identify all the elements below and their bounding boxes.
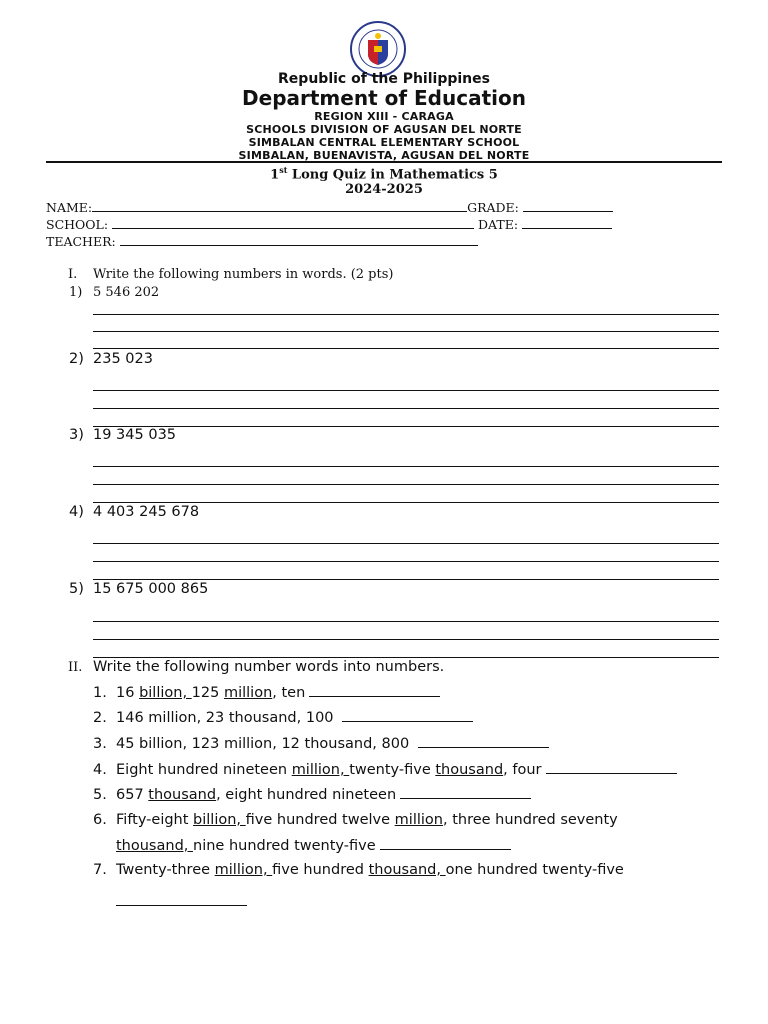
part1-item-value: 15 675 000 865	[93, 581, 209, 597]
part1-item-number: 3)	[69, 427, 84, 443]
part1-roman: I.	[68, 267, 78, 282]
part1-item-number: 5)	[69, 581, 84, 597]
answer-line[interactable]	[93, 484, 719, 485]
answer-blank[interactable]	[116, 905, 247, 906]
part2-instruction: Write the following number words into numbers.	[93, 659, 445, 675]
part1-instruction: Write the following numbers in words. (2 pts)	[93, 267, 394, 282]
part2-heading	[68, 658, 444, 676]
address-line: SIMBALAN, BUENAVISTA, AGUSAN DEL NORTE	[238, 149, 530, 162]
part1-item-1	[69, 285, 159, 300]
school-field[interactable]	[46, 217, 612, 232]
part2-item-7	[93, 862, 624, 878]
part1-item-value: 5 546 202	[93, 285, 160, 300]
teacher-blank[interactable]	[120, 234, 478, 246]
underlined-word: million,	[291, 762, 350, 778]
item-text: 125	[191, 685, 224, 701]
answer-line[interactable]	[93, 390, 719, 391]
underlined-word: thousand,	[368, 862, 446, 878]
school-label: SCHOOL:	[46, 217, 109, 232]
item-text: , three hundred seventy	[442, 812, 618, 828]
item-text: twenty-five	[349, 762, 436, 778]
part2-item-6-continued	[116, 837, 511, 854]
grade-label: GRADE:	[467, 200, 519, 215]
item-text: five hundred	[272, 862, 369, 878]
answer-line[interactable]	[93, 408, 719, 409]
item-text: 146 million, 23 thousand, 100	[116, 710, 334, 726]
answer-blank[interactable]	[309, 684, 440, 697]
answer-line[interactable]	[93, 502, 719, 503]
item-text: nine hundred twenty-five	[193, 838, 376, 854]
deped-seal	[349, 20, 407, 78]
item-text: 657	[116, 787, 149, 803]
item-text: 16	[116, 685, 140, 701]
underlined-word: billion,	[139, 685, 192, 701]
part2-item-number: 7.	[93, 862, 107, 878]
quiz-ordinal: 1	[270, 167, 280, 183]
quiz-title	[0, 165, 768, 182]
part1-item-number: 4)	[69, 504, 84, 520]
item-text: , four	[503, 762, 542, 778]
part1-item-value: 19 345 035	[93, 427, 177, 443]
answer-blank[interactable]	[400, 786, 531, 799]
part2-item-6	[93, 812, 618, 828]
item-text: 45 billion, 123 million, 12 thousand, 800	[116, 736, 410, 752]
part2-item-number: 6.	[93, 812, 107, 828]
part1-item-4	[69, 504, 199, 520]
part2-item-number: 5.	[93, 787, 107, 803]
region-line: REGION XIII - CARAGA	[314, 110, 454, 123]
part2-item-number: 2.	[93, 710, 107, 726]
item-text: Twenty-three	[116, 862, 215, 878]
school-line: SIMBALAN CENTRAL ELEMENTARY SCHOOL	[248, 136, 520, 149]
answer-blank[interactable]	[342, 709, 473, 722]
part1-heading	[68, 267, 393, 282]
part2-item-2	[93, 709, 473, 726]
answer-line[interactable]	[93, 348, 719, 349]
republic-line: Republic of the Philippines	[278, 71, 490, 87]
department-title: Department of Education	[242, 86, 526, 110]
item-text: , eight hundred nineteen	[216, 787, 397, 803]
part2-roman: II.	[68, 660, 83, 675]
school-year: 2024-2025	[345, 182, 423, 197]
part1-item-2	[69, 351, 153, 367]
item-text: one hundred twenty-five	[445, 862, 624, 878]
answer-blank[interactable]	[546, 761, 677, 774]
part1-item-value: 235 023	[93, 351, 153, 367]
name-blank[interactable]	[92, 200, 467, 212]
underlined-word: thousand	[148, 787, 217, 803]
underlined-word: thousand	[435, 762, 504, 778]
answer-line[interactable]	[93, 639, 719, 640]
part1-item-number: 2)	[69, 351, 84, 367]
underlined-word: billion,	[193, 812, 246, 828]
underlined-word: million,	[214, 862, 273, 878]
part2-item-4	[93, 761, 677, 778]
item-text: , ten	[272, 685, 306, 701]
quiz-title-text: Long Quiz in Mathematics 5	[287, 167, 498, 183]
grade-blank[interactable]	[523, 200, 613, 212]
answer-line[interactable]	[93, 426, 719, 427]
answer-line[interactable]	[93, 331, 719, 332]
date-blank[interactable]	[522, 217, 612, 229]
header-divider	[46, 161, 722, 163]
teacher-field[interactable]	[46, 234, 478, 249]
item-text: Fifty-eight	[116, 812, 194, 828]
name-field[interactable]	[46, 200, 613, 215]
part1-item-3	[69, 427, 176, 443]
name-label: NAME:	[46, 200, 93, 215]
part1-item-5	[69, 581, 208, 597]
school-blank[interactable]	[112, 217, 474, 229]
part1-item-number: 1)	[69, 285, 83, 300]
part2-item-5	[93, 786, 531, 803]
date-label: DATE:	[478, 217, 519, 232]
answer-blank[interactable]	[380, 837, 511, 850]
underlined-word: million	[394, 812, 443, 828]
answer-line[interactable]	[93, 466, 719, 467]
part2-item-number: 4.	[93, 762, 107, 778]
item-text: Eight hundred nineteen	[116, 762, 292, 778]
answer-line[interactable]	[93, 579, 719, 580]
underlined-word: thousand,	[116, 838, 193, 854]
answer-line[interactable]	[93, 621, 719, 622]
part2-item-1	[93, 684, 440, 701]
division-line: SCHOOLS DIVISION OF AGUSAN DEL NORTE	[246, 123, 522, 136]
part2-item-3	[93, 735, 549, 752]
quiz-ordinal-suffix: st	[279, 165, 288, 175]
answer-line[interactable]	[93, 543, 719, 544]
part2-item-number: 3.	[93, 736, 107, 752]
item-text: five hundred twelve	[245, 812, 395, 828]
part2-item-number: 1.	[93, 685, 107, 701]
answer-blank[interactable]	[418, 735, 549, 748]
part1-item-value: 4 403 245 678	[93, 504, 200, 520]
teacher-label: TEACHER:	[46, 234, 116, 249]
answer-line[interactable]	[93, 561, 719, 562]
answer-line[interactable]	[93, 314, 719, 315]
underlined-word: million	[223, 685, 273, 701]
